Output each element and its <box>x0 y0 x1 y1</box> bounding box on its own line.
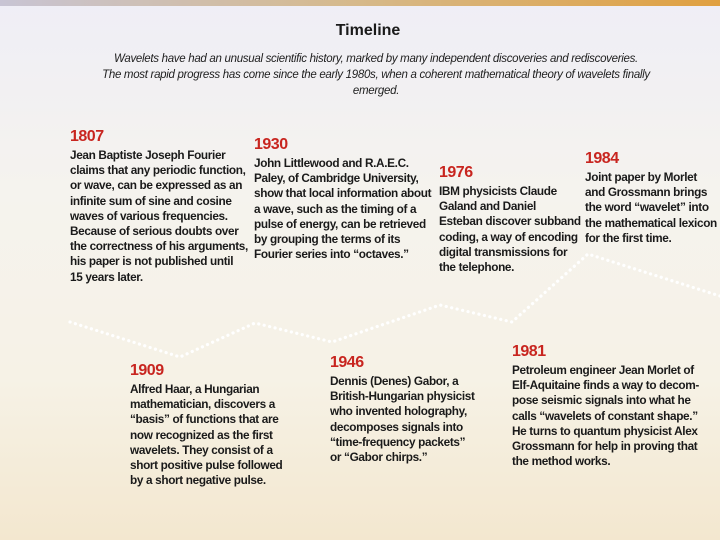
event-line: British-Hungarian physicist <box>330 389 475 404</box>
event-description <box>254 156 439 262</box>
event-line: the method works. <box>512 454 611 469</box>
event-line: Esteban discover subband <box>439 214 581 229</box>
event-1807 <box>70 128 260 285</box>
event-description <box>585 170 718 246</box>
event-line: Grossmann for help in proving that <box>512 439 698 454</box>
event-year: 1930 <box>254 136 288 153</box>
event-line: pose seismic signals into what he <box>512 393 691 408</box>
event-line: Petroleum engineer Jean Morlet of <box>512 363 694 377</box>
event-line: 15 years later. <box>70 269 143 284</box>
event-line: Joint paper by Morlet <box>585 170 697 184</box>
event-1981 <box>512 343 712 469</box>
event-line: Elf-Aquitaine finds a way to decom- <box>512 378 700 393</box>
event-line: Galand and Daniel <box>439 199 536 214</box>
event-line: digital transmissions for <box>439 244 568 259</box>
event-line: calls “wavelets of constant shape.” <box>512 408 698 423</box>
event-line: coding, a way of encoding <box>439 229 578 244</box>
event-line: or “Gabor chirps.” <box>330 450 428 465</box>
event-year: 1946 <box>330 354 364 371</box>
event-description <box>439 184 589 275</box>
event-line: John Littlewood and R.A.E.C. <box>254 156 409 170</box>
event-line: Because of serious doubts over <box>70 224 239 239</box>
event-line: claims that any periodic function, <box>70 163 246 178</box>
event-line: “basis” of functions that are <box>130 412 279 427</box>
event-line: IBM physicists Claude <box>439 184 557 198</box>
event-1930 <box>254 136 439 262</box>
event-line: the word “wavelet” into <box>585 200 709 215</box>
event-1976 <box>439 164 589 275</box>
event-line: show that local information about <box>254 186 432 201</box>
event-line: the telephone. <box>439 260 515 275</box>
event-line: Jean Baptiste Joseph Fourier <box>70 148 226 162</box>
event-line: a wave, such as the timing of a <box>254 201 417 216</box>
event-line: the mathematical lexicon <box>585 215 717 230</box>
event-line: by a short negative pulse. <box>130 473 266 488</box>
event-1984 <box>585 150 718 246</box>
event-year: 1981 <box>512 343 546 360</box>
event-line: and Grossmann brings <box>585 185 708 200</box>
event-line: Dennis (Denes) Gabor, a <box>330 374 459 388</box>
event-line: or wave, can be expressed as an <box>70 178 243 193</box>
event-description <box>70 148 260 285</box>
event-line: who invented holography, <box>330 404 467 419</box>
event-line: short positive pulse followed <box>130 458 283 473</box>
event-line: now recognized as the first <box>130 427 273 442</box>
event-line: his paper is not published until <box>70 254 234 269</box>
event-year: 1984 <box>585 150 619 167</box>
event-line: decomposes signals into <box>330 419 463 434</box>
event-line: by grouping the terms of its <box>254 232 401 247</box>
event-year: 1976 <box>439 164 473 181</box>
event-year: 1807 <box>70 128 104 145</box>
event-description <box>512 363 712 469</box>
event-line: pulse of energy, can be retrieved <box>254 216 426 231</box>
slide-title: Timeline <box>335 22 401 39</box>
event-description <box>330 374 505 465</box>
event-line: Paley, of Cambridge University, <box>254 171 419 186</box>
event-line: for the first time. <box>585 230 672 245</box>
intro-line-1: Wavelets have had an unusual scientific history, marked by many independent discoveries and rediscoveries. <box>114 53 638 65</box>
event-line: the correctness of his arguments, <box>70 239 248 254</box>
event-line: Fourier series into “octaves.” <box>254 247 409 262</box>
event-line: waves of various frequencies. <box>70 208 228 223</box>
event-year: 1909 <box>130 362 164 379</box>
event-line: He turns to quantum physicist Alex <box>512 423 698 438</box>
event-line: “time-frequency packets” <box>330 434 466 449</box>
event-description <box>130 382 310 488</box>
event-1946 <box>330 354 505 465</box>
intro-line-2: The most rapid progress has come since the early 1980s, when a coherent mathematical theory of wavelets finally emerged. <box>102 69 650 97</box>
event-line: Alfred Haar, a Hungarian <box>130 382 260 396</box>
event-line: mathematician, discovers a <box>130 397 275 412</box>
event-1909 <box>130 362 310 488</box>
event-line: wavelets. They consist of a <box>130 442 273 457</box>
event-line: infinite sum of sine and cosine <box>70 193 232 208</box>
